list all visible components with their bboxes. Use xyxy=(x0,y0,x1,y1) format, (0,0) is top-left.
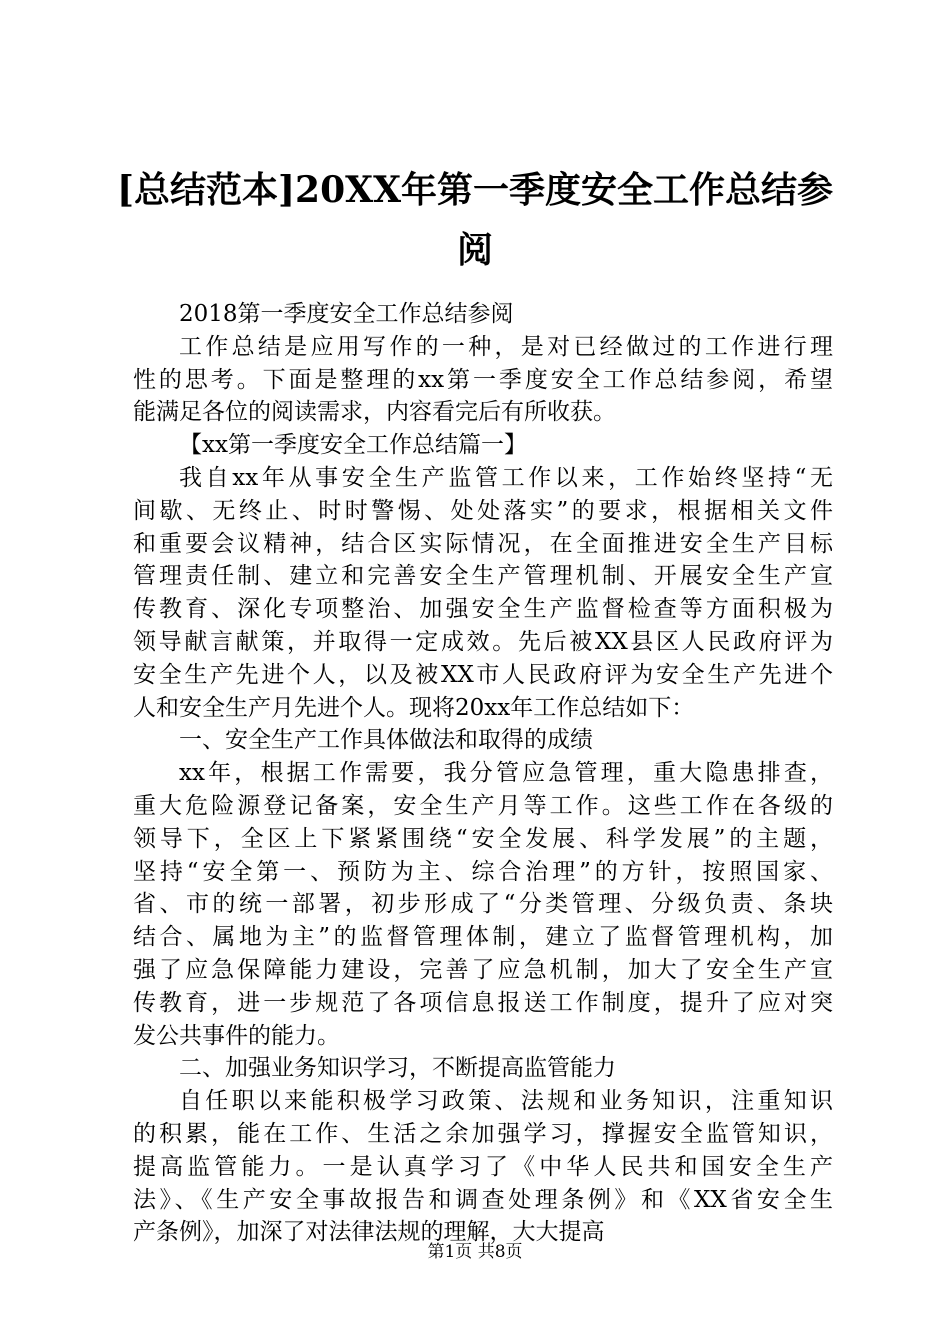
body-text-line: 重大危险源登记备案，安全生产月等工作。这些工作在各级的 xyxy=(133,792,833,819)
body-text-line: 法》、《生产安全事故报告和调查处理条例》和《XX省安全生 xyxy=(133,1186,833,1213)
body-text-line: 坚持“安全第一、预防为主、综合治理”的方针，按照国家、 xyxy=(133,858,833,885)
page-number: 第1页 共8页 xyxy=(427,1242,523,1262)
body-text-line: 省、市的统一部署，初步形成了“分类管理、分级负责、条块 xyxy=(133,891,833,918)
body-text-line: xx年，根据工作需要，我分管应急管理，重大隐患排查， xyxy=(179,760,833,787)
document-title-line-1: [总结范本]20XX年第一季度安全工作总结参 xyxy=(116,169,834,211)
body-text-line: 2018第一季度安全工作总结参阅 xyxy=(179,301,514,327)
body-text-line: 产条例》，加深了对法律法规的理解，大大提高 xyxy=(133,1219,605,1246)
body-text-line: 提高监管能力。一是认真学习了《中华人民共和国安全生产 xyxy=(133,1153,833,1180)
body-text-line: 管理责任制、建立和完善安全生产管理机制、开展安全生产宣 xyxy=(133,563,833,590)
body-text-line: 发公共事件的能力。 xyxy=(133,1022,340,1049)
page-footer xyxy=(0,1240,950,1264)
body-text-line: 工作总结是应用写作的一种，是对已经做过的工作进行理 xyxy=(179,333,833,360)
body-text-line: 二、加强业务知识学习，不断提高监管能力 xyxy=(179,1055,616,1082)
body-text-line: 传教育，进一步规范了各项信息报送工作制度，提升了应对突 xyxy=(133,989,833,1016)
body-text-line: 安全生产先进个人，以及被XX市人民政府评为安全生产先进个 xyxy=(133,661,833,688)
body-text-line: 能满足各位的阅读需求，内容看完后有所收获。 xyxy=(133,399,616,426)
body-text-line: 的积累，能在工作、生活之余加强学习，撑握安全监管知识， xyxy=(133,1120,833,1147)
body-text-line: 性的思考。下面是整理的xx第一季度安全工作总结参阅，希望 xyxy=(133,366,833,393)
body-text-line: 我自xx年从事安全生产监管工作以来，工作始终坚持“无 xyxy=(179,464,833,491)
document-body xyxy=(133,298,833,1249)
body-text-line: 人和安全生产月先进个人。现将20xx年工作总结如下： xyxy=(133,694,695,721)
body-text-line: 间歇、无终止、时时警惕、处处落实”的要求，根据相关文件 xyxy=(133,497,833,524)
document-title xyxy=(110,160,840,280)
body-text-line: 【xx第一季度安全工作总结篇一】 xyxy=(179,432,527,459)
body-text-line: 结合、属地为主”的监督管理体制，建立了监督管理机构，加 xyxy=(133,924,833,951)
body-text-line: 强了应急保障能力建设，完善了应急机制，加大了安全生产宣 xyxy=(133,956,833,983)
body-text-line: 领导献言献策，并取得一定成效。先后被XX县区人民政府评为 xyxy=(133,628,833,655)
body-text-line: 一、安全生产工作具体做法和取得的成绩 xyxy=(179,727,593,754)
body-text-line: 领导下，全区上下紧紧围绕“安全发展、科学发展”的主题， xyxy=(133,825,833,852)
document-title-line-2: 阅 xyxy=(456,229,493,271)
body-text-line: 传教育、深化专项整治、加强安全生产监督检查等方面积极为 xyxy=(133,596,833,623)
body-text-line: 和重要会议精神，结合区实际情况，在全面推进安全生产目标 xyxy=(133,530,833,557)
body-text-line: 自任职以来能积极学习政策、法规和业务知识，注重知识 xyxy=(179,1088,833,1115)
